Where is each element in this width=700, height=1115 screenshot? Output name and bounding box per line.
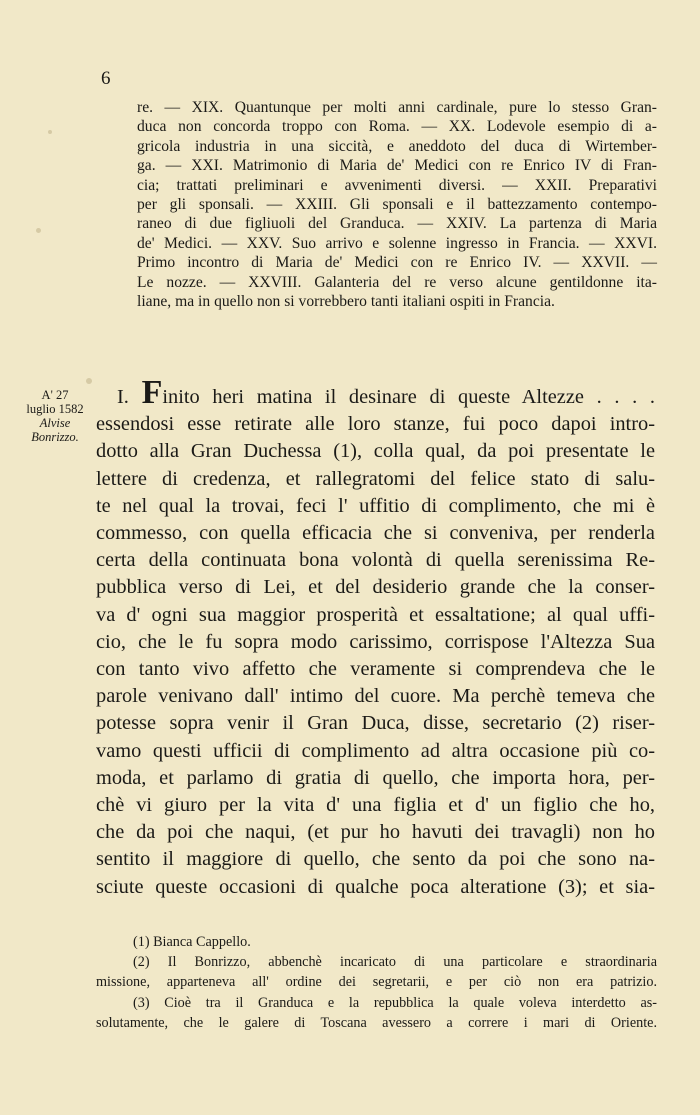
main-line: essendosi esse retirate alle loro stanze, fui poco dapoi intro-: [96, 413, 655, 436]
summary-line: raneo di due figliuoli del Granduca. — XXIV. La partenza di Maria: [137, 215, 657, 233]
paper-stain: [48, 130, 52, 134]
main-line: cio, che le fu sopra modo carissimo, corrispose l'Altezza Sua: [96, 630, 655, 653]
main-line: con tanto vivo affetto che veramente si comprendeva che le: [96, 658, 655, 681]
footnotes: [96, 932, 657, 1033]
first-line-text: inito heri matina il desinare di queste Altezze . . . .: [162, 386, 655, 408]
footnote-3: (3) Cioè tra il Granduca e la repubblica la quale voleva interdetto as-: [133, 994, 657, 1011]
main-text: [96, 374, 655, 901]
main-line: potesse sopra venir il Gran Duca, disse, secretario (2) riser-: [96, 712, 655, 735]
summary-line: duca non concorda troppo con Roma. — XX. Lodevole esempio di a-: [137, 118, 657, 136]
main-line: va d' ogni sua maggior prosperità et essaltatione; al qual uffi-: [96, 603, 655, 626]
summary-line: liane, ma in quello non si vorrebbero tanti italiani ospiti in Francia.: [137, 293, 555, 311]
summary-line: de' Medici. — XXV. Suo arrivo e solenne ingresso in Francia. — XXVI.: [137, 234, 657, 252]
main-line: pubblica verso di Lei, et del desiderio grande che la conser-: [96, 576, 655, 599]
margin-date: A' 27: [41, 388, 69, 402]
summary-line: gricola industria in una siccità, e aneddoto del duca di Wirtember-: [137, 137, 657, 155]
summary-line: Le nozze. — XXVIII. Galanteria del re verso alcune gentildonne ita-: [137, 273, 657, 291]
main-line: parole venivano dall' intimo del cuore. Ma perchè temeva che: [96, 685, 655, 708]
summary-line: Primo incontro di Maria de' Medici con re Enrico IV. — XXVII. —: [137, 254, 657, 272]
summary-line: re. — XIX. Quantunque per molti anni cardinale, pure lo stesso Gran-: [137, 99, 657, 116]
main-line: moda, et parlamo di gratia di quello, che importa hora, per-: [96, 766, 655, 789]
drop-cap: F: [141, 374, 163, 411]
main-line: commesso, con quella efficacia che si conveniva, per renderla: [96, 522, 655, 545]
main-line: sentito il maggiore di quello, che sento da poi che sono na-: [96, 848, 655, 871]
main-line: che da poi che naqui, (et pur ho havuti dei travagli) non ho: [96, 821, 655, 844]
footnote-2-cont: missione, apparteneva all' ordine dei segretarii, e per ciò non era patrizio.: [96, 974, 657, 991]
main-line: sciute queste occasioni di qualche poca alteratione (3); et sia-: [96, 875, 655, 898]
summary-line: ga. — XXI. Matrimonio di Maria de' Medici con re Enrico IV di Fran-: [137, 157, 657, 175]
main-line: chè vi giuro per la vita d' una figlia et d' un figlio che ho,: [96, 794, 655, 817]
main-line: vamo questi ufficii di complimento ad altra occasione più co-: [96, 739, 655, 762]
chapter-summary: [137, 98, 657, 311]
summary-line: cia; trattati preliminari e avvenimenti diversi. — XXII. Preparativi: [137, 176, 657, 194]
main-line: dotto alla Gran Duchessa (1), colla qual, da poi presentate le: [96, 440, 655, 463]
page-number: 6: [101, 68, 111, 89]
footnote-3-cont: solutamente, che le galere di Toscana avessero a correre i mari di Oriente.: [96, 1014, 657, 1031]
main-line: lettere di credenza, et rallegratomi del felice stato di salu-: [96, 467, 655, 490]
main-line: certa della continuata bona volontà di quella serenissima Re-: [96, 549, 655, 572]
summary-line: per gli sponsali. — XXIII. Gli sponsali e il battezzamento contempo-: [137, 196, 657, 214]
margin-author-first: Alvise: [39, 416, 71, 430]
section-number: I.: [117, 386, 129, 408]
main-line: te nel qual la trovai, feci l' uffitio di complimento, che mi è: [96, 494, 655, 517]
main-first-line: [96, 374, 655, 411]
footnote-1: (1) Bianca Cappello.: [133, 934, 251, 950]
margin-author-last: Bonrizzo.: [31, 430, 79, 444]
paper-stain: [86, 378, 92, 384]
margin-note: [14, 388, 96, 444]
paper-stain: [36, 228, 41, 233]
footnote-2: (2) Il Bonrizzo, abbenchè incaricato di una particolare e straordinaria: [133, 954, 657, 971]
margin-month-year: luglio 1582: [26, 402, 84, 416]
